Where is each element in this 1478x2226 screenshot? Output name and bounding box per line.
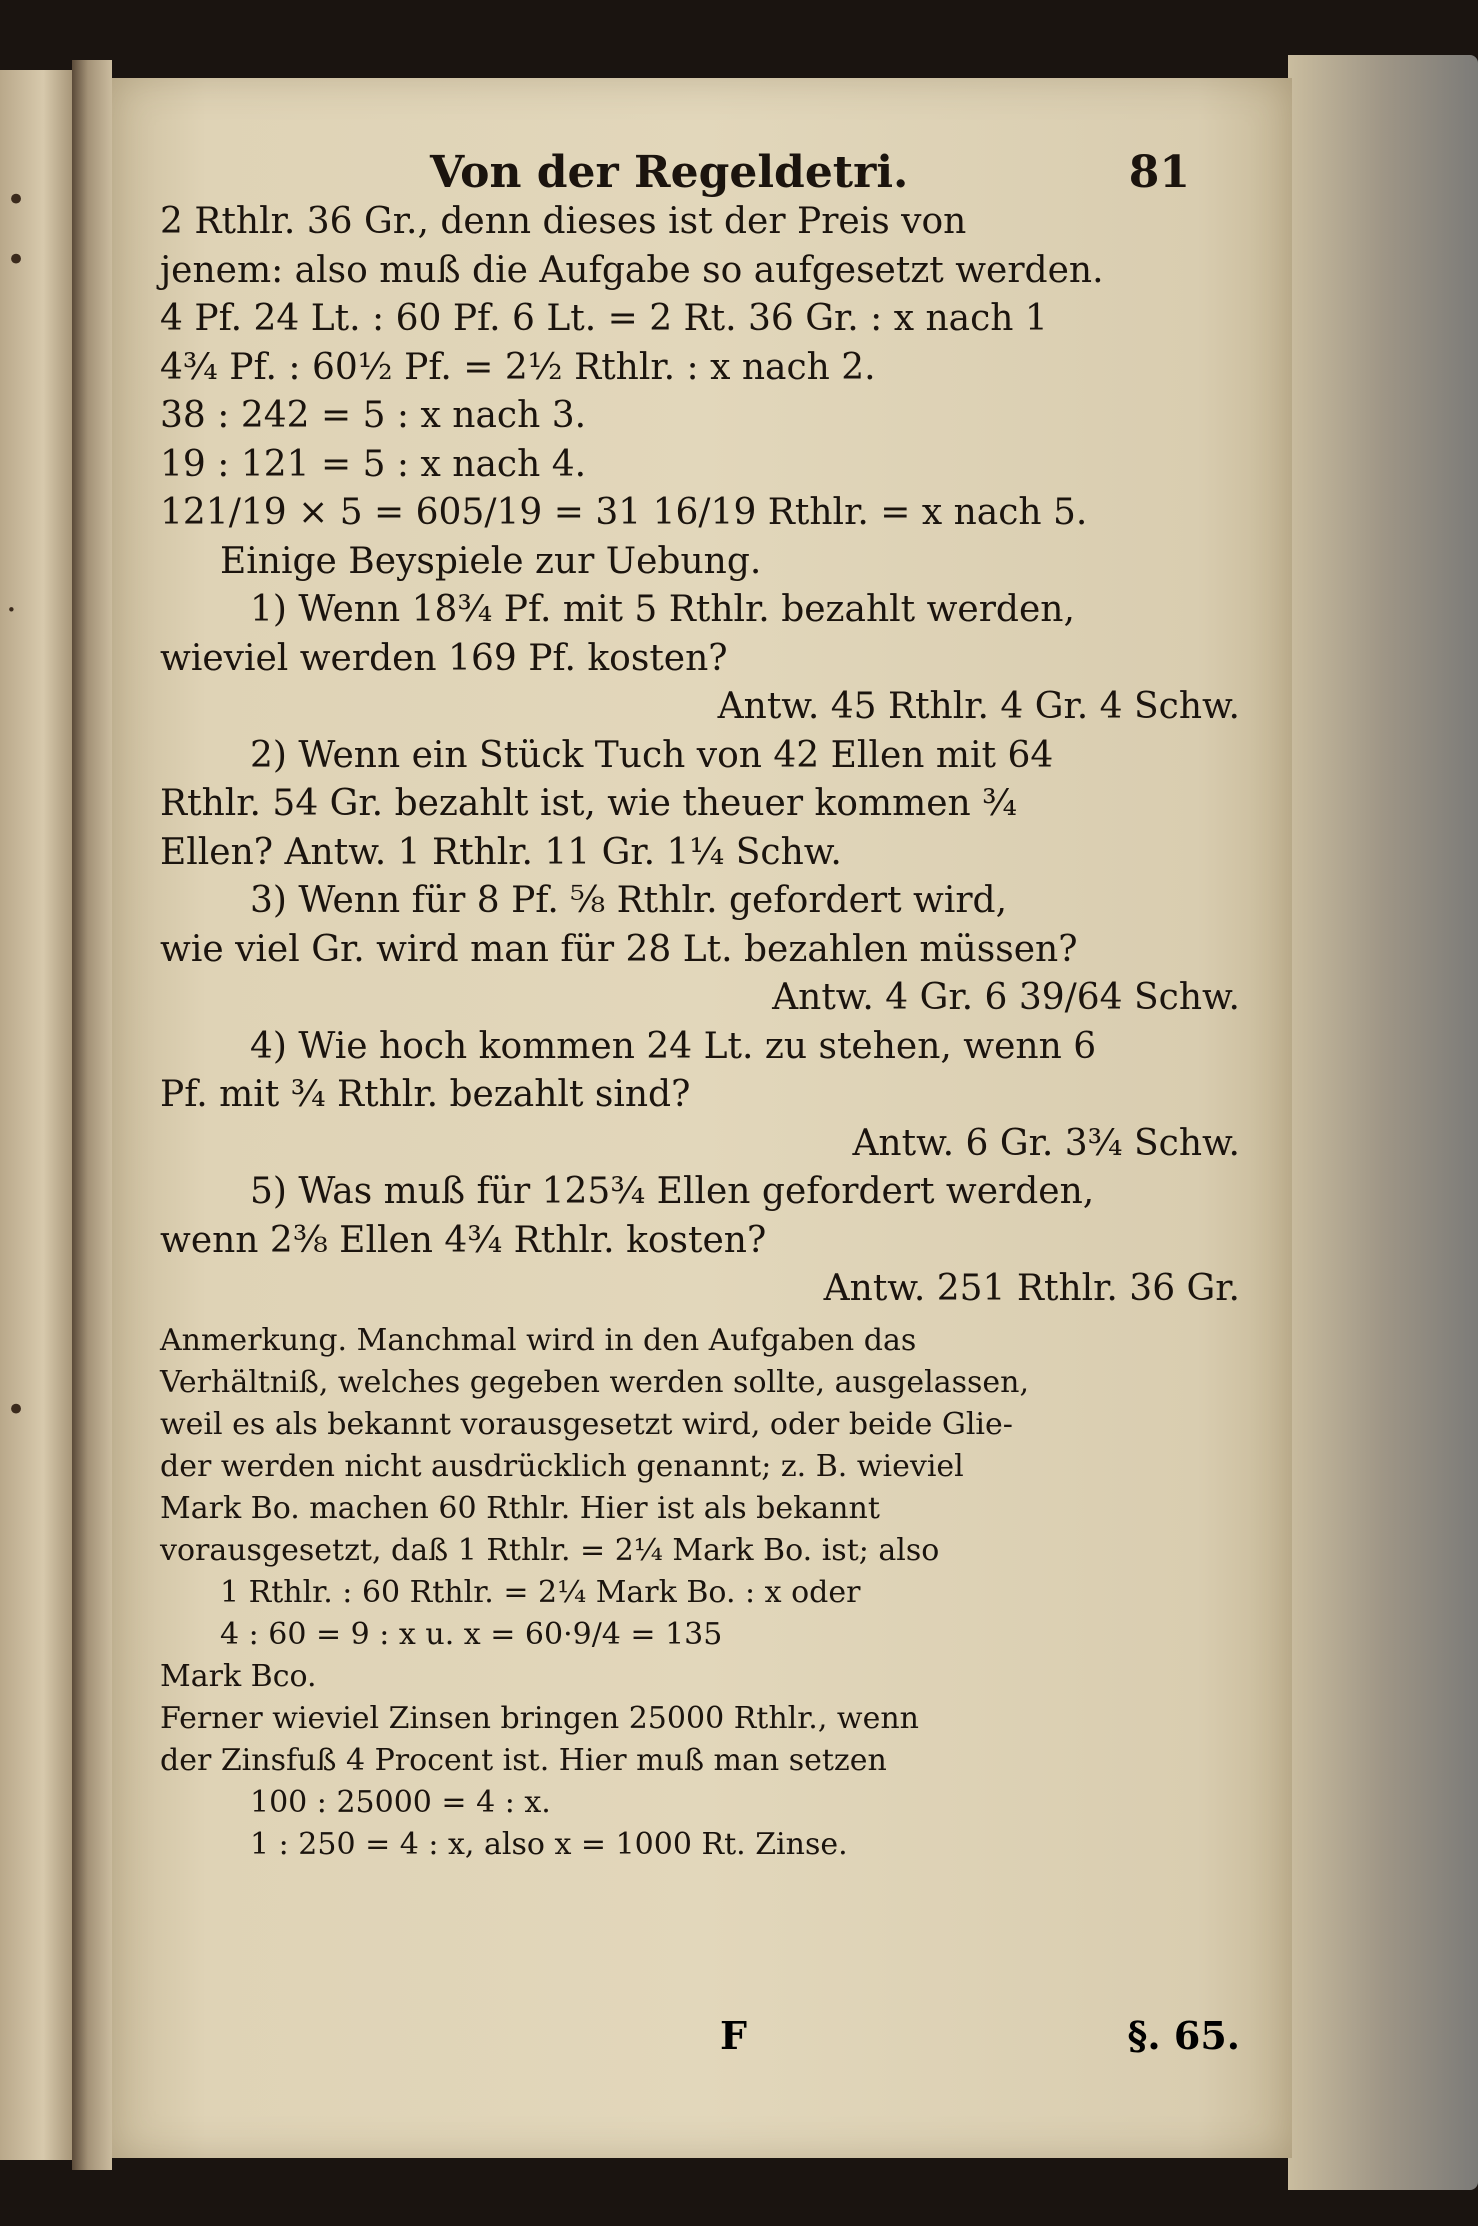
- note-line: weil es als bekannt vorausgesetzt wird, oder beide Glie-: [160, 1406, 1013, 1442]
- book-gutter: [72, 60, 112, 2170]
- answer-line: Antw. 45 Rthlr. 4 Gr. 4 Schw.: [717, 686, 1240, 727]
- text-line: 3) Wenn für 8 Pf. ⅝ Rthlr. gefordert wird,: [250, 880, 1008, 921]
- note-line: vorausgesetzt, daß 1 Rthlr. = 2¼ Mark Bo. ist; also: [160, 1532, 940, 1568]
- answer-line: Antw. 4 Gr. 6 39/64 Schw.: [772, 977, 1240, 1018]
- text-line: 2) Wenn ein Stück Tuch von 42 Ellen mit 64: [250, 734, 1054, 776]
- page-title: Von der Regeldetri.: [430, 147, 909, 198]
- note-line: der werden nicht ausdrücklich genannt; z. B. wieviel: [160, 1448, 964, 1484]
- answer-line: Antw. 251 Rthlr. 36 Gr.: [823, 1268, 1240, 1309]
- text-line: wieviel werden 169 Pf. kosten?: [160, 637, 728, 679]
- edge-mark: •: [6, 240, 27, 280]
- text-line: 38 : 242 = 5 : x nach 3.: [160, 395, 587, 436]
- note-line: 100 : 25000 = 4 : x.: [250, 1784, 551, 1820]
- note-block: [160, 1320, 1240, 1866]
- text-line: Ellen? Antw. 1 Rthlr. 11 Gr. 1¼ Schw.: [160, 831, 842, 873]
- text-line: 4) Wie hoch kommen 24 Lt. zu stehen, wenn 6: [250, 1025, 1097, 1067]
- section-heading: Einige Beyspiele zur Uebung.: [220, 540, 762, 582]
- note-line: Anmerkung. Manchmal wird in den Aufgaben das: [160, 1322, 917, 1358]
- text-line: Rthlr. 54 Gr. bezahlt ist, wie theuer kommen ¾: [160, 783, 1018, 824]
- text-line: 4¾ Pf. : 60½ Pf. = 2½ Rthlr. : x nach 2.: [160, 346, 876, 388]
- text-line: Pf. mit ¾ Rthlr. bezahlt sind?: [160, 1074, 691, 1115]
- text-line: 121/19 × 5 = 605/19 = 31 16/19 Rthlr. = x nach 5.: [160, 492, 1088, 533]
- page-text: [160, 118, 1240, 1866]
- catchword-section: §. 65.: [1127, 2013, 1240, 2058]
- text-line: jenem: also muß die Aufgabe so aufgesetzt werden.: [160, 249, 1104, 291]
- page-footer: [160, 2013, 1240, 2058]
- answer-line: Antw. 6 Gr. 3¾ Schw.: [852, 1122, 1240, 1164]
- page-number: 81: [1128, 147, 1190, 198]
- text-line: 2 Rthlr. 36 Gr., denn dieses ist der Preis von: [160, 201, 967, 242]
- note-line: 4 : 60 = 9 : x u. x = 60·9/4 = 135: [220, 1616, 723, 1652]
- signature-mark: F: [720, 2013, 747, 2058]
- text-line: 4 Pf. 24 Lt. : 60 Pf. 6 Lt. = 2 Rt. 36 Gr. : x nach 1: [160, 298, 1048, 339]
- note-line: Ferner wieviel Zinsen bringen 25000 Rthlr., wenn: [160, 1700, 919, 1736]
- left-page-edge: [0, 70, 72, 2160]
- note-line: Mark Bco.: [160, 1658, 317, 1694]
- text-line: 5) Was muß für 125¾ Ellen gefordert werden,: [250, 1171, 1095, 1212]
- note-line: Mark Bo. machen 60 Rthlr. Hier ist als bekannt: [160, 1490, 880, 1526]
- edge-mark: •: [6, 1390, 27, 1430]
- edge-mark: •: [6, 180, 27, 220]
- note-line: 1 Rthlr. : 60 Rthlr. = 2¼ Mark Bo. : x oder: [220, 1574, 861, 1610]
- book-cover-edge: [1288, 55, 1478, 2190]
- book-page: [112, 78, 1292, 2158]
- text-line: 19 : 121 = 5 : x nach 4.: [160, 443, 587, 485]
- running-header: [430, 118, 1190, 198]
- text-line: wenn 2⅜ Ellen 4¾ Rthlr. kosten?: [160, 1219, 767, 1261]
- note-line: der Zinsfuß 4 Procent ist. Hier muß man setzen: [160, 1742, 887, 1778]
- text-line: 1) Wenn 18¾ Pf. mit 5 Rthlr. bezahlt werden,: [250, 589, 1075, 630]
- note-line: Verhältniß, welches gegeben werden sollte, ausgelassen,: [160, 1364, 1030, 1400]
- note-line: 1 : 250 = 4 : x, also x = 1000 Rt. Zinse.: [250, 1826, 848, 1862]
- text-line: wie viel Gr. wird man für 28 Lt. bezahlen müssen?: [160, 928, 1078, 970]
- edge-mark: ·: [6, 590, 17, 630]
